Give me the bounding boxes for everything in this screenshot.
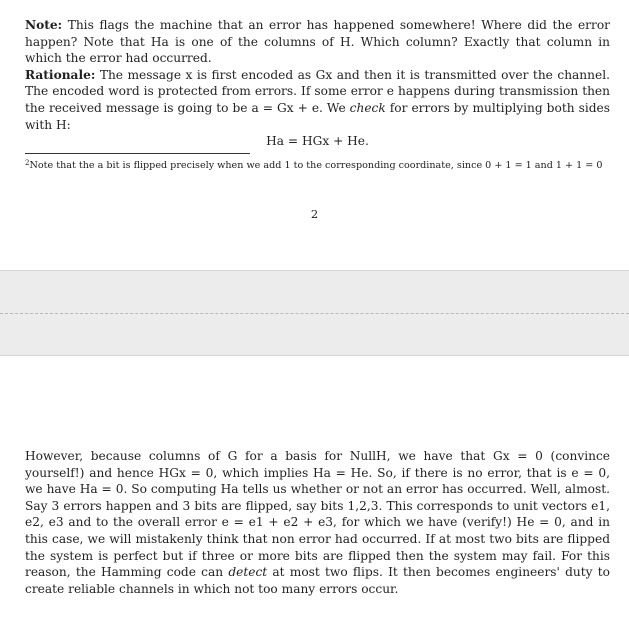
- rationale-label: Rationale:: [25, 67, 96, 82]
- document-page-top: [0, 0, 629, 270]
- note-paragraph: [25, 17, 610, 67]
- page-number: 2: [310, 207, 319, 221]
- footnote-text: Note that the a bit is flipped precisely when we add 1 to the corresponding coordinate, since 0 + 1 = 1 and 1 + 1 = 0: [29, 160, 603, 171]
- display-equation: Ha = HGx + He.: [266, 134, 369, 149]
- footnote: [25, 157, 610, 173]
- note-text: This flags the machine that an error has happened somewhere! Where did the error happen? Note that Ha is one of the columns of H. Which column? Exactly that column in which the error had occurred.: [25, 18, 610, 66]
- paragraph-detect: detect: [228, 565, 268, 580]
- rationale-text-1: The message x is first encoded as Gx and then it is transmitted over the channel. The encoded word is protected from errors. If some error e happens during transmission then the received message is going to be a = Gx + e. We: [25, 67, 610, 115]
- note-label: Note:: [25, 18, 63, 32]
- page-top-body: [25, 17, 610, 150]
- page-break-line: [0, 313, 629, 314]
- rationale-check: check: [349, 100, 386, 115]
- document-page-bottom: [0, 356, 629, 617]
- footnote-mark: 2: [25, 159, 30, 167]
- hamming-paragraph: [25, 448, 610, 597]
- paragraph-text-1: However, because columns of G for a basis for NullH, we have that Gx = 0 (convince yourself!) and hence HGx = 0, which implies Ha = He. So, if there is no error, that is e = 0, we have Ha = 0. So computing Ha tells us whether or not an error has occurred. Well, almost. Say 3 errors happen and 3 bits are flipped, say bits 1,2,3. This corresponds to unit vectors e1, e2, e3 and to the overall error e = e1 + e2 + e3, for which we have (verify!) He = 0, and in this case, we will mistakenly think that non error had occurred. If at most two bits are flipped the system is perfect but if three or more bits are flipped then the system may fail. For this reason, the Hamming code can: [25, 449, 610, 580]
- page-bottom-body: [25, 448, 610, 597]
- rationale-paragraph: [25, 67, 610, 133]
- page-gap: [0, 270, 629, 356]
- rationale-text-2: for errors by multiplying both sides with H:: [25, 100, 610, 132]
- paragraph-text-2: at most two flips. It then becomes engineers' duty to create reliable channels in which not too many errors occur.: [25, 565, 611, 596]
- footnote-rule: [25, 153, 250, 154]
